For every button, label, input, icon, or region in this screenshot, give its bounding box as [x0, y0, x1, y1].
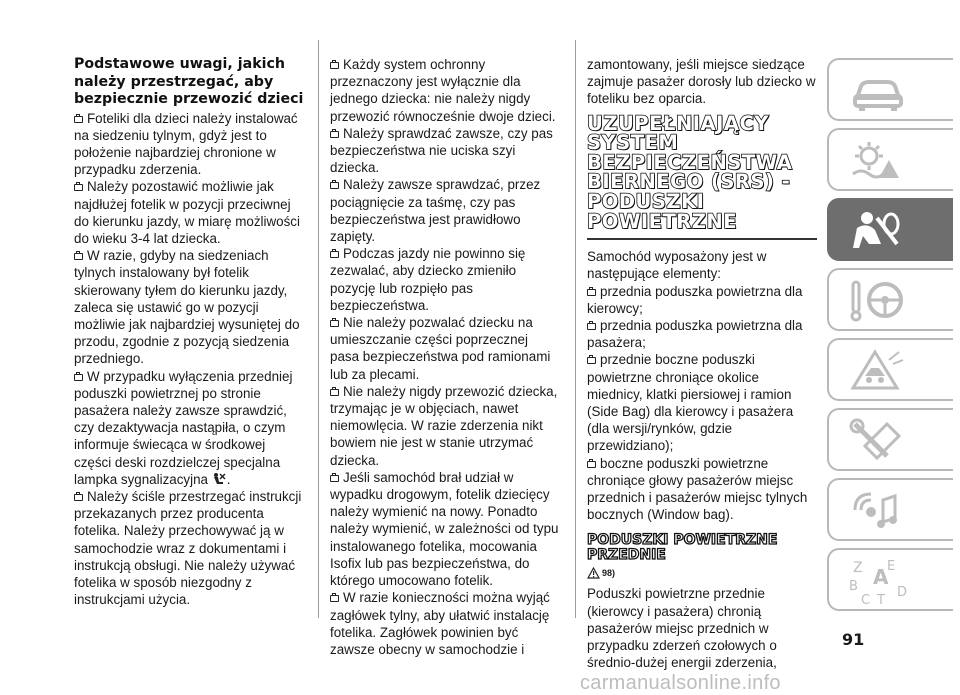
bullet-icon — [587, 323, 596, 330]
reference-number: 98) — [602, 568, 616, 579]
list-item: Należy pozostawić możliwie jak najdłużej fotelik w pozycji przeciwnej do kierunku jazdy, w miarę możliwości do wieku 3-4 lat dziecka. — [74, 179, 300, 246]
index-letter: D — [897, 585, 908, 600]
bullet-icon — [330, 389, 339, 396]
list-item: przednia poduszka powietrzna dla kierowcy; — [587, 283, 803, 316]
tab-multimedia[interactable] — [827, 478, 953, 541]
section-title: UZUPEŁNIAJĄCY SYSTEM BEZPIECZEŃSTWA BIERNEGO (SRS) - PODUSZKI POWIETRZNE — [587, 111, 793, 233]
bullet-icon — [330, 595, 339, 602]
body-paragraph: Poduszki powietrzne przednie (kierowcy i pasażera) chronią pasażerów miejsc przednich w przypadku zderzeń czołowych o średnio-dużej energii zderzenia, — [587, 586, 777, 671]
column-1 — [74, 56, 304, 608]
column-divider — [575, 40, 576, 618]
tab-index[interactable] — [827, 548, 953, 611]
warning-reference — [587, 565, 817, 585]
list-item: Podczas jazdy nie powinno się zezwalać, aby dziecko zmieniło pozycję lub rozpięło pas bezpieczeństwa. — [330, 246, 526, 313]
bullet-icon — [330, 320, 339, 327]
car-dashboard-icon — [847, 68, 907, 114]
column-divider — [318, 40, 319, 618]
seat-airbag-icon — [847, 208, 907, 254]
page-number: 91 — [842, 630, 865, 649]
bullet-icon — [330, 475, 339, 482]
tab-dashboard[interactable] — [827, 58, 953, 121]
watermark-url: carmanualsonline.info — [580, 672, 781, 694]
bullet-icon — [330, 251, 339, 258]
index-letter: B — [849, 579, 858, 594]
tab-starting-driving[interactable] — [827, 268, 953, 331]
bullet-icon — [587, 461, 596, 468]
column-2 — [330, 56, 560, 658]
index-letter: E — [887, 559, 896, 574]
subsection-title: PODUSZKI POWIETRZNE PRZEDNIE — [587, 532, 778, 564]
list-item: przednie boczne poduszki powietrzne chroniące okolice miednicy, klatki piersiowej i ramion (Side Bag) dla kierowcy i pasażera (dla wersji/rynków, gdzie przewidziano); — [587, 352, 794, 454]
bullet-icon — [74, 494, 83, 501]
list-item: W razie konieczności można wyjąć zagłówek tylny, aby ułatwić instalację fotelika. Zagłówek powinien być zawsze obecny w samochodzie i — [330, 590, 550, 657]
list-item: Foteliki dla dzieci należy instalować na siedzeniu tylnym, gdyż jest to położenie najbardziej chronione w przypadku zderzenia. — [74, 110, 298, 178]
airbag-off-warning-icon — [212, 472, 227, 486]
list-item: przednia poduszka powietrzna dla pasażera; — [587, 317, 803, 351]
title-rule — [587, 238, 817, 240]
list-item: Nie należy nigdy przewozić dziecka, trzymając je w objęciach, nawet niemowlęcia. W razie zderzenia nikt bowiem nie jest w stanie utrzymać dziecka. — [330, 383, 558, 468]
bullet-icon — [74, 116, 83, 123]
column-3 — [587, 56, 817, 671]
chapter-sidebar — [827, 58, 957, 618]
continued-paragraph: zamontowany, jeśli miejsce siedzące zajmuje pasażer dorosły lub dziecko w foteliku bez oparcia. — [587, 57, 816, 107]
service-tools-icon — [847, 418, 907, 464]
bullet-icon — [330, 131, 339, 138]
tab-emergency[interactable] — [827, 338, 953, 401]
bullet-icon — [330, 62, 339, 69]
index-letters-icon — [847, 558, 917, 608]
multimedia-icon — [847, 488, 907, 534]
index-letter: C — [861, 593, 871, 608]
tab-safety[interactable] — [827, 198, 953, 261]
tab-warning-lights[interactable] — [827, 128, 953, 191]
list-item: W razie, gdyby na siedzeniach tylnych instalowany był fotelik skierowany tyłem do kierunku jazdy, zaleca się ustawić go w pozycji możliwie jak najbardziej wysuniętej do przodu, zgodnie z pozycją siedzenia przedniego. — [74, 248, 300, 367]
key-steering-icon — [847, 278, 907, 324]
bullet-icon — [74, 184, 83, 191]
roadside-emergency-icon — [847, 348, 907, 394]
bullet-icon — [74, 253, 83, 260]
list-item: Nie należy pozwalać dziecku na umieszczanie części poprzecznej pasa bezpieczeństwa pod ramionami lub za plecami. — [330, 315, 551, 382]
section-heading: Podstawowe uwagi, jakich należy przestrzegać, aby bezpiecznie przewozić dzieci — [74, 56, 304, 107]
list-item: Należy zawsze sprawdzać, przez pociągnięcie za taśmę, czy pas bezpieczeństwa jest prawidłowo zapięty. — [330, 177, 541, 245]
list-item: Należy sprawdzać zawsze, czy pas bezpieczeństwa nie uciska szyi dziecka. — [330, 125, 553, 176]
bullet-icon — [74, 374, 83, 381]
bullet-icon — [587, 357, 596, 364]
index-letter: A — [873, 565, 889, 589]
index-letter: Z — [853, 560, 863, 576]
list-item: W przypadku wyłączenia przedniej poduszki powietrznej po stronie pasażera należy zawsze sprawdzić, czy dezaktywacja nastąpiła, o czym informuje świecąca w środkowej części deski rozdzielczej specjalna lampka sygnalizacyjna . — [74, 368, 293, 487]
list-item: Należy ściśle przestrzegać instrukcji przekazanych przez producenta fotelika. Należy przechowywać ją w samochodzie wraz z dokumentami i instrukcją obsługi. Nie należy używać fotelika w sposób niezgodny z instrukcjami użycia. — [74, 488, 302, 608]
list-item: boczne poduszki powietrzne chroniące głowy pasażerów miejsc przednich i pasażerów miejsc tylnych bocznych (Window bag). — [587, 455, 808, 523]
warning-triangle-icon — [587, 567, 600, 579]
body-paragraph: Samochód wyposażony jest w następujące elementy: — [587, 249, 767, 282]
tab-service[interactable] — [827, 408, 953, 471]
list-item: Każdy system ochronny przeznaczony jest wyłącznie dla jednego dziecka: nie należy nigdy przewozić równocześnie dwoje dzieci. — [330, 57, 556, 124]
bullet-icon — [587, 289, 596, 296]
bullet-icon — [330, 182, 339, 189]
list-item: Jeśli samochód brał udział w wypadku drogowym, fotelik dziecięcy należy wymienić na nowy. Ponadto należy wymienić, w zależności od typu instalowanego fotelika, mocowania Isofix lub pas bezpieczeństwa, do którego umocowano fotelik. — [330, 469, 559, 589]
index-letter: T — [877, 593, 885, 608]
warning-lights-icon — [847, 138, 907, 184]
